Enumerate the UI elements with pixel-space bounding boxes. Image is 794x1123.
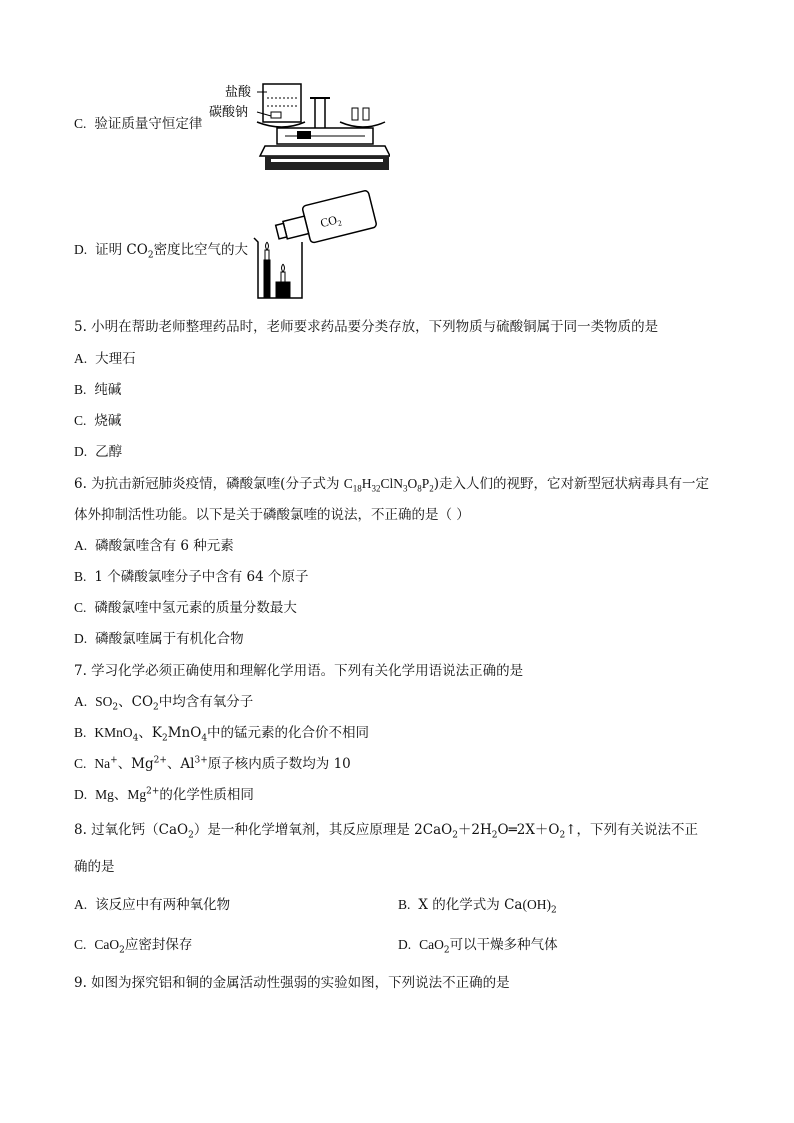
option-label: A. <box>74 694 88 709</box>
option-label: B. <box>74 725 87 740</box>
option-text: 1 个磷酸氯喹分子中含有 64 个原子 <box>94 569 309 585</box>
option-label: B. <box>74 569 87 584</box>
q8-option-b: B. X 的化学式为 $Ca(OH)_2$ <box>398 897 557 916</box>
option-label: B. <box>398 897 411 912</box>
molecular-formula: $C_{18}H_{32}ClN_3O_8P_2$ <box>343 476 434 494</box>
q6-option-b <box>74 567 309 587</box>
option-label: A. <box>74 351 88 366</box>
figure-label-hcl: 盐酸 <box>225 85 252 100</box>
question-9-stem: 9. 如图为探究铝和铜的金属活动性强弱的实验如图，下列说法不正确的是 <box>74 975 510 991</box>
q5-option-b <box>74 380 121 400</box>
option-label: D. <box>74 242 88 257</box>
q5-option-a <box>74 349 136 369</box>
option-label: D. <box>74 444 88 459</box>
bottle-label: $CO_2$ <box>318 212 343 231</box>
q5-option-c <box>74 411 121 431</box>
option-text-part: 证明 CO <box>95 242 148 258</box>
question-7-stem: 7. 学习化学必须正确使用和理解化学用语。下列有关化学用语说法正确的是 <box>74 663 524 679</box>
q6-option-c <box>74 598 297 618</box>
question-8-stem-line2: 确的是 <box>74 859 115 875</box>
question-6-stem-line2: 体外抑制活性功能。以下是关于磷酸氯喹的说法，不正确的是（ ） <box>74 507 470 523</box>
option-text: 纯碱 <box>94 382 122 398</box>
option-label: C. <box>74 600 87 615</box>
q8-option-d: D. CaO$_2$可以干燥多种气体 <box>398 937 558 956</box>
option-text: 乙醇 <box>95 444 123 460</box>
option-text: 磷酸氯喹含有 6 种元素 <box>95 538 234 554</box>
option-label: C. <box>74 937 87 952</box>
q5-option-d <box>74 442 122 462</box>
q8-option-c: C. CaO$_2$应密封保存 <box>74 937 193 956</box>
option-label: D. <box>398 937 412 952</box>
subscript: 2 <box>147 250 154 261</box>
question-8-stem: 8. 过氧化钙（CaO$_2$）是一种化学增氧剂，其反应原理是 $2CaO_2+2H_2O═2X+O_2↑$，下列有关说法不正 <box>74 822 699 841</box>
option-text: 大理石 <box>95 351 136 367</box>
option-text: 验证质量守恒定律 <box>94 116 203 132</box>
option-text: 磷酸氯喹属于有机化合物 <box>95 631 244 647</box>
option-text: 烧碱 <box>94 413 122 429</box>
stem-text: )走入人们的视野，它对新型冠状病毒具有一定 <box>433 476 710 492</box>
balance-figure <box>205 76 390 176</box>
option-label: D. <box>74 631 88 646</box>
q8-option-a <box>74 895 230 915</box>
q7-option-a: A. $SO_2$、$CO_2$中均含有氧分子 <box>74 694 254 713</box>
option-label: A. <box>74 538 88 553</box>
option-d-row <box>74 240 248 260</box>
q7-option-d: D. Mg、$Mg^{2+}$的化学性质相同 <box>74 786 254 803</box>
figure-label-na2co3: 碳酸钠 <box>209 105 249 120</box>
option-label: A. <box>74 897 88 912</box>
q7-option-b: B. KMnO$_4$、$K_2MnO_4$中的锰元素的化合价不相同 <box>74 725 370 744</box>
option-text-part: 密度比空气的大 <box>153 242 249 258</box>
option-label: B. <box>74 382 87 397</box>
option-label: C. <box>74 413 87 428</box>
co2-pouring-figure <box>250 190 380 302</box>
question-5-stem: 5. 小明在帮助老师整理药品时，老师要求药品要分类存放，下列物质与硫酸铜属于同一类物质的是 <box>74 319 659 335</box>
q6-option-d <box>74 629 244 649</box>
option-label: C. <box>74 756 87 771</box>
stem-text: 6. 为抗击新冠肺炎疫情，磷酸氯喹(分子式为 <box>74 476 344 492</box>
q7-option-c: C. Na+、$Mg^{2+}$、$Al^{3+}$原子核内质子数均为 10 <box>74 755 351 772</box>
option-text: 磷酸氯喹中氢元素的质量分数最大 <box>94 600 297 616</box>
option-text: 该反应中有两种氧化物 <box>95 897 231 913</box>
option-c-row <box>74 114 202 134</box>
q6-option-a <box>74 536 234 556</box>
option-label: C. <box>74 116 87 131</box>
question-6-stem <box>74 474 709 494</box>
option-label: D. <box>74 787 88 802</box>
